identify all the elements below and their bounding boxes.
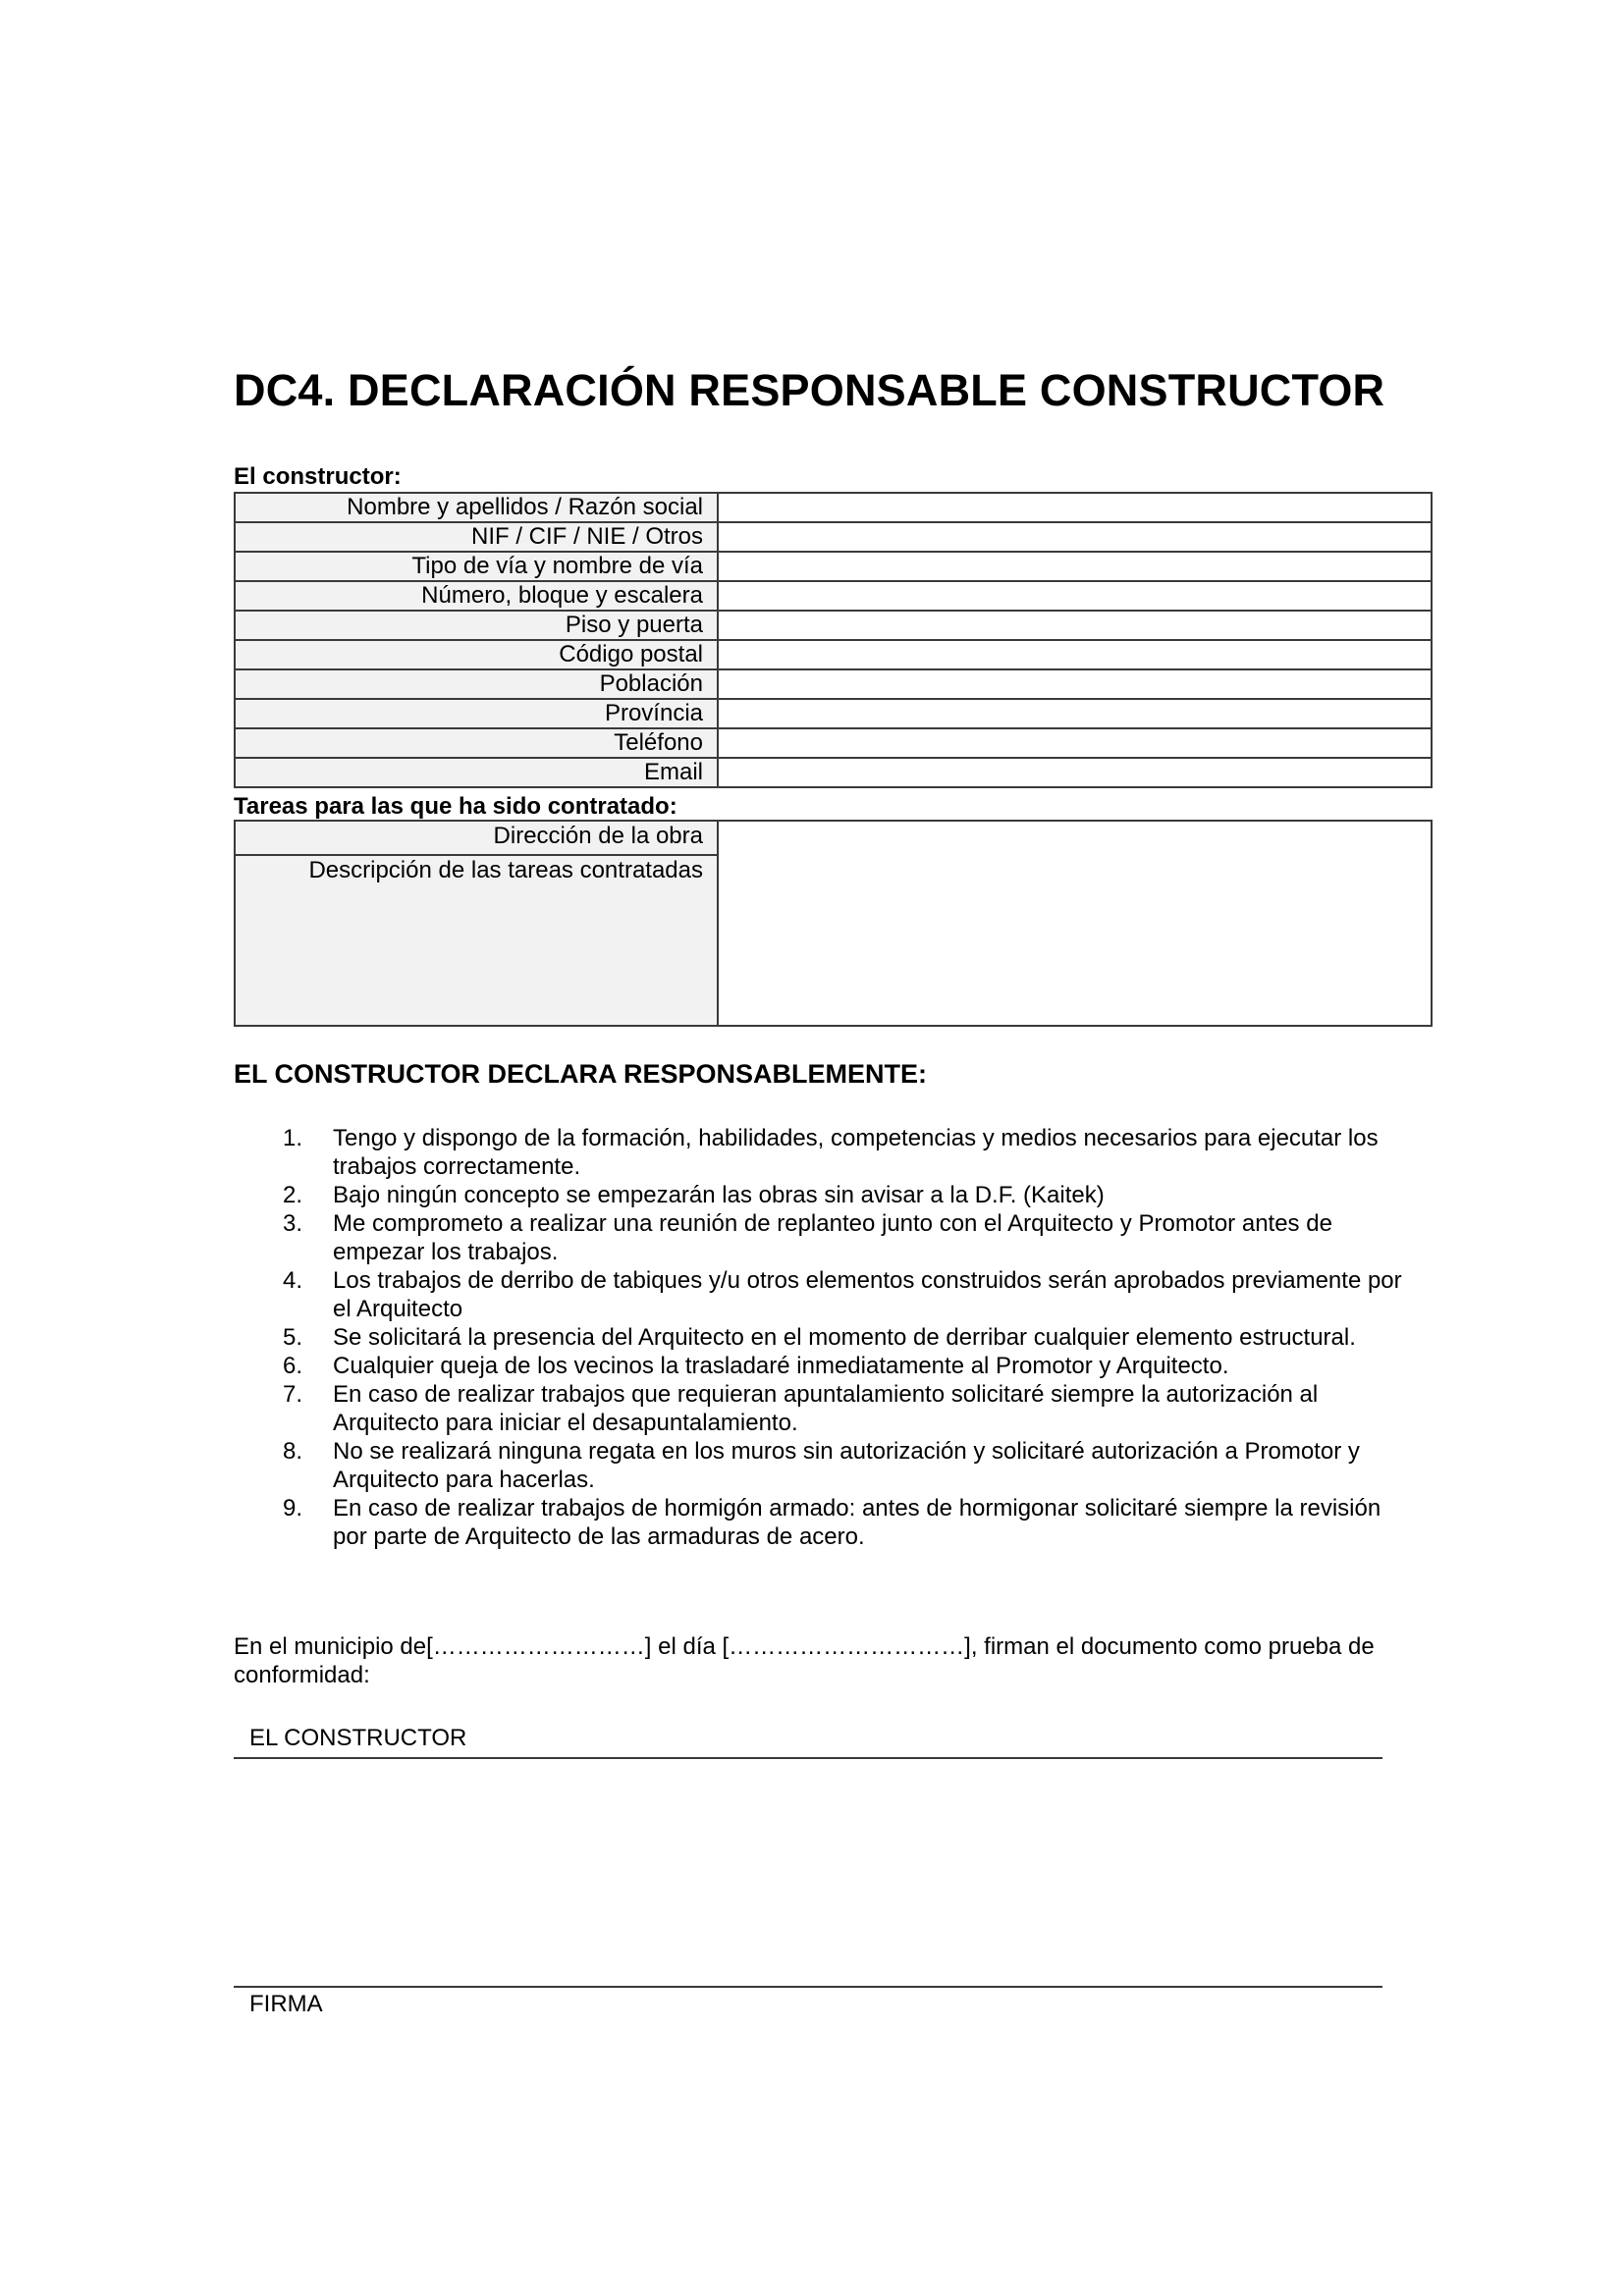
table-row [235,552,1432,581]
list-item [234,1181,1402,1209]
table-row [235,821,1432,855]
number-block-field[interactable] [718,581,1432,611]
constructor-section-label: El constructor: [234,463,402,490]
street-field[interactable] [718,552,1432,581]
item-number: 5. [283,1324,303,1351]
field-label: Población [235,669,718,699]
item-number: 3. [283,1210,303,1237]
list-item [234,1352,1402,1380]
item-text: Cualquier queja de los vecinos la trasladaré inmediatamente al Promotor y Arquitecto. [333,1353,1229,1379]
field-label: Email [235,758,718,787]
field-label: Dirección de la obra [235,821,718,855]
item-text: Tengo y dispongo de la formación, habilidades, competencias y medios necesarios para ejecutar los trabajos correctamente. [333,1125,1379,1180]
document-title: DC4. DECLARACIÓN RESPONSABLE CONSTRUCTOR [234,365,1385,415]
item-number: 2. [283,1182,303,1208]
item-text: En caso de realizar trabajos que requieran apuntalamiento solicitaré siempre la autorización al Arquitecto para iniciar el desapuntalamiento. [333,1381,1319,1436]
name-field[interactable] [718,493,1432,522]
item-number: 4. [283,1267,303,1294]
field-label: Número, bloque y escalera [235,581,718,611]
field-label: NIF / CIF / NIE / Otros [235,522,718,552]
constructor-signature-label: EL CONSTRUCTOR [249,1725,467,1751]
floor-door-field[interactable] [718,611,1432,640]
table-row [235,611,1432,640]
work-address-field[interactable] [718,821,1432,1026]
province-field[interactable] [718,699,1432,728]
item-text: En caso de realizar trabajos de hormigón armado: antes de hormigonar solicitaré siempre la revisión por parte de Arquitecto de las armaduras de acero. [333,1495,1381,1550]
list-item [234,1437,1402,1494]
table-row [235,728,1432,758]
firma-signature-line [234,1986,1382,1988]
field-label: Piso y puerta [235,611,718,640]
field-label: Província [235,699,718,728]
item-text: Me comprometo a realizar una reunión de replanteo junto con el Arquitecto y Promotor antes de empezar los trabajos. [333,1210,1332,1265]
list-item [234,1323,1402,1352]
item-text: Bajo ningún concepto se empezarán las obras sin avisar a la D.F. (Kaitek) [333,1182,1105,1208]
field-label: Teléfono [235,728,718,758]
tasks-section-label: Tareas para las que ha sido contratado: [234,793,677,820]
list-item [234,1209,1402,1266]
phone-field[interactable] [718,728,1432,758]
table-row [235,640,1432,669]
postal-code-field[interactable] [718,640,1432,669]
item-text: Los trabajos de derribo de tabiques y/u otros elementos construidos serán aprobados previamente por el Arquitecto [333,1267,1402,1322]
constructor-info-table [234,492,1433,788]
nif-field[interactable] [718,522,1432,552]
table-row [235,699,1432,728]
email-field[interactable] [718,758,1432,787]
declaration-list [234,1124,1402,1551]
field-label: Descripción de las tareas contratadas [235,855,718,1026]
item-number: 7. [283,1381,303,1408]
closing-text: En el municipio de[………………………] el día […………………………], firman el documento como prueba de conformidad: [234,1633,1375,1688]
item-text: No se realizará ninguna regata en los muros sin autorización y solicitaré autorización a Promotor y Arquitecto para hacerlas. [333,1438,1360,1493]
list-item [234,1494,1402,1551]
declaration-heading: EL CONSTRUCTOR DECLARA RESPONSABLEMENTE: [234,1059,928,1089]
table-row [235,493,1432,522]
list-item [234,1124,1402,1181]
item-text: Se solicitará la presencia del Arquitecto en el momento de derribar cualquier elemento estructural. [333,1324,1356,1351]
field-label: Código postal [235,640,718,669]
table-row [235,581,1432,611]
tasks-table [234,820,1433,1027]
town-field[interactable] [718,669,1432,699]
list-item [234,1266,1402,1323]
table-row [235,522,1432,552]
item-number: 9. [283,1495,303,1522]
field-label: Tipo de vía y nombre de vía [235,552,718,581]
item-number: 6. [283,1353,303,1379]
item-number: 8. [283,1438,303,1465]
firma-label: FIRMA [249,1991,323,2017]
table-row [235,669,1432,699]
item-number: 1. [283,1125,303,1151]
table-row [235,758,1432,787]
constructor-signature-line [234,1757,1382,1759]
field-label: Nombre y apellidos / Razón social [235,493,718,522]
list-item [234,1380,1402,1437]
